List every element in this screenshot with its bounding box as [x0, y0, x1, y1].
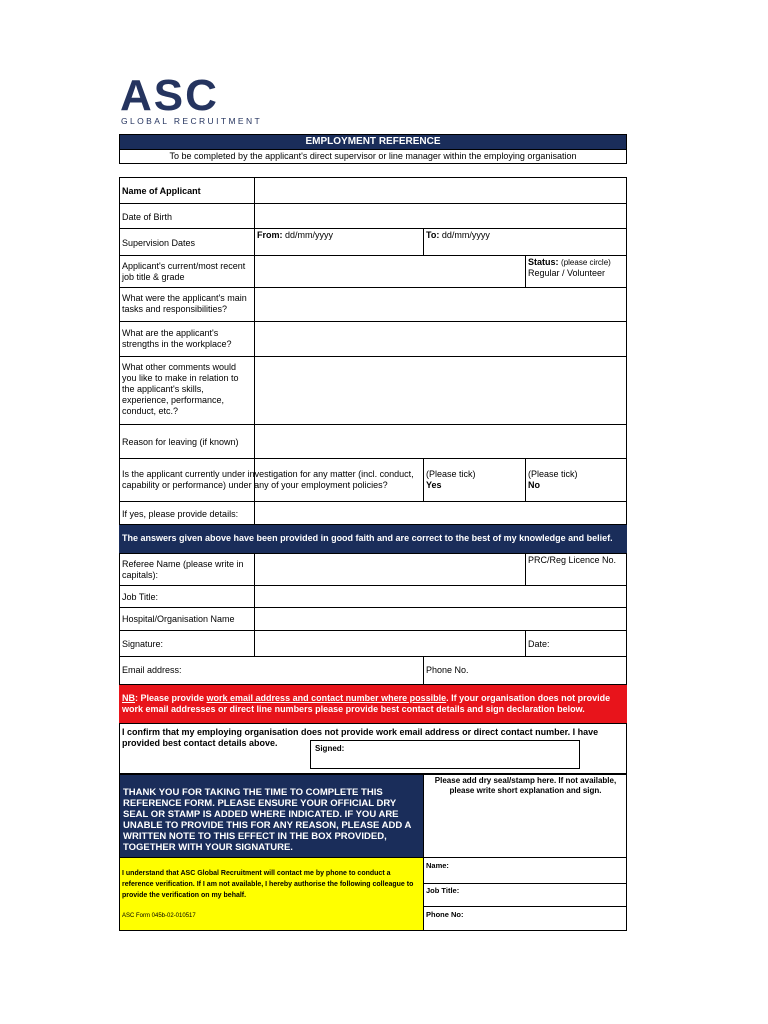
- label-reason-leaving: Reason for leaving (if known): [122, 437, 239, 447]
- signed-label: Signed:: [315, 744, 345, 753]
- signed-box[interactable]: [310, 740, 580, 769]
- from-label: From:: [257, 230, 283, 240]
- form-code: ASC Form 045b-02-010517: [122, 913, 196, 919]
- form-title: EMPLOYMENT REFERENCE: [119, 134, 627, 150]
- supervision-to-field[interactable]: [424, 228, 624, 243]
- label-date-of-birth: Date of Birth: [122, 212, 173, 222]
- referee-job-title-input[interactable]: [256, 587, 626, 606]
- nb-rest: . If your organisation does not provide work email addresses or direct line numbers please provide best contact details and sign declaration below.: [122, 693, 611, 714]
- name-of-applicant-input[interactable]: [256, 179, 626, 202]
- from-value: dd/mm/yyyy: [285, 230, 334, 240]
- asc-logo: ASC: [120, 71, 219, 120]
- other-comments-input[interactable]: [256, 358, 626, 423]
- seal-instructions[interactable]: Please add dry seal/stamp here. If not available, please write short explanation and sign.: [434, 776, 617, 795]
- colleague-name-label[interactable]: Name:: [426, 861, 449, 870]
- authorise-text: I understand that ASC Global Recruitment will contact me by phone to conduct a reference verification. If I am not available, I hereby authorise the following colleague to provide the verification on my behalf.: [122, 870, 414, 899]
- tick-no[interactable]: [526, 467, 626, 493]
- label-referee-name: Referee Name (please write in capitals):: [122, 559, 244, 580]
- confirm-text: I confirm that my employing organisation does not provide work email address or direct contact number. I have provided best contact details above.: [122, 727, 599, 748]
- status-hint: (please circle): [561, 258, 611, 267]
- if-yes-details-input[interactable]: [256, 503, 626, 524]
- logo-tagline: GLOBAL RECRUITMENT: [121, 116, 263, 126]
- label-date: Date:: [528, 639, 550, 649]
- reason-leaving-input[interactable]: [256, 426, 626, 457]
- label-referee-job-title: Job Title:: [122, 592, 159, 602]
- label-other-comments: What other comments would you like to make in relation to the applicant's skills, experience, performance, conduct, etc.?: [122, 362, 239, 416]
- job-title-grade-input[interactable]: [256, 257, 524, 286]
- main-tasks-input[interactable]: [256, 289, 626, 320]
- colleague-job-title-label[interactable]: Job Title:: [426, 886, 460, 895]
- supervision-from-field[interactable]: [255, 228, 422, 243]
- strengths-input[interactable]: [256, 323, 626, 355]
- label-investigation: Is the applicant currently under investigation for any matter (incl. conduct, capability or performance) under any of your employment policies?: [122, 469, 414, 490]
- date-of-birth-input[interactable]: [256, 205, 626, 227]
- to-label: To:: [426, 230, 440, 240]
- nb-underlined: work email address and contact number where possible: [206, 693, 447, 703]
- label-if-yes: If yes, please provide details:: [122, 509, 239, 519]
- tick-yes[interactable]: [424, 467, 524, 493]
- label-supervision-dates: Supervision Dates: [122, 238, 196, 248]
- nb-please: : Please provide: [135, 693, 207, 703]
- to-value: dd/mm/yyyy: [441, 230, 490, 240]
- referee-name-input[interactable]: [256, 555, 524, 584]
- label-signature: Signature:: [122, 639, 164, 649]
- declaration-banner: The answers given above have been provided in good faith and are correct to the best of my knowledge and belief.: [119, 525, 627, 554]
- organisation-input[interactable]: [256, 609, 626, 629]
- nb-notice: [119, 685, 627, 723]
- form-subtitle: To be completed by the applicant's direct supervisor or line manager within the employing organisation: [119, 149, 627, 164]
- tick-no-label: No: [528, 480, 540, 490]
- label-organisation: Hospital/Organisation Name: [122, 614, 235, 624]
- nb-label: NB: [122, 693, 135, 703]
- status-field[interactable]: [526, 255, 626, 281]
- status-label: Status:: [528, 257, 559, 267]
- thank-you-box: THANK YOU FOR TAKING THE TIME TO COMPLETE THIS REFERENCE FORM. PLEASE ENSURE YOUR OFFICIAL DRY SEAL OR STAMP IS ADDED WHERE INDICATED. IF YOU ARE UNABLE TO PROVIDE THIS FOR ANY REASON, PLEASE ADD A WRITTEN NOTE TO THIS EFFECT IN THE BOX PROVIDED, TOGETHER WITH YOUR SIGNATURE.: [120, 775, 423, 857]
- label-phone: Phone No.: [426, 665, 469, 675]
- label-strengths: What are the applicant's strengths in the workplace?: [122, 328, 232, 349]
- colleague-phone-label[interactable]: Phone No:: [426, 910, 464, 919]
- tick-yes-label: Yes: [426, 480, 442, 490]
- label-licence-no: PRC/Reg Licence No.: [528, 555, 617, 565]
- status-options: Regular / Volunteer: [528, 268, 606, 278]
- tick-no-hint: (Please tick): [528, 469, 578, 479]
- label-job-title-grade: Applicant's current/most recent job title & grade: [122, 261, 246, 282]
- label-main-tasks: What were the applicant's main tasks and responsibilities?: [122, 293, 247, 314]
- label-email: Email address:: [122, 665, 182, 675]
- tick-yes-hint: (Please tick): [426, 469, 476, 479]
- signature-input[interactable]: [256, 632, 524, 655]
- label-name-of-applicant: Name of Applicant: [122, 186, 201, 196]
